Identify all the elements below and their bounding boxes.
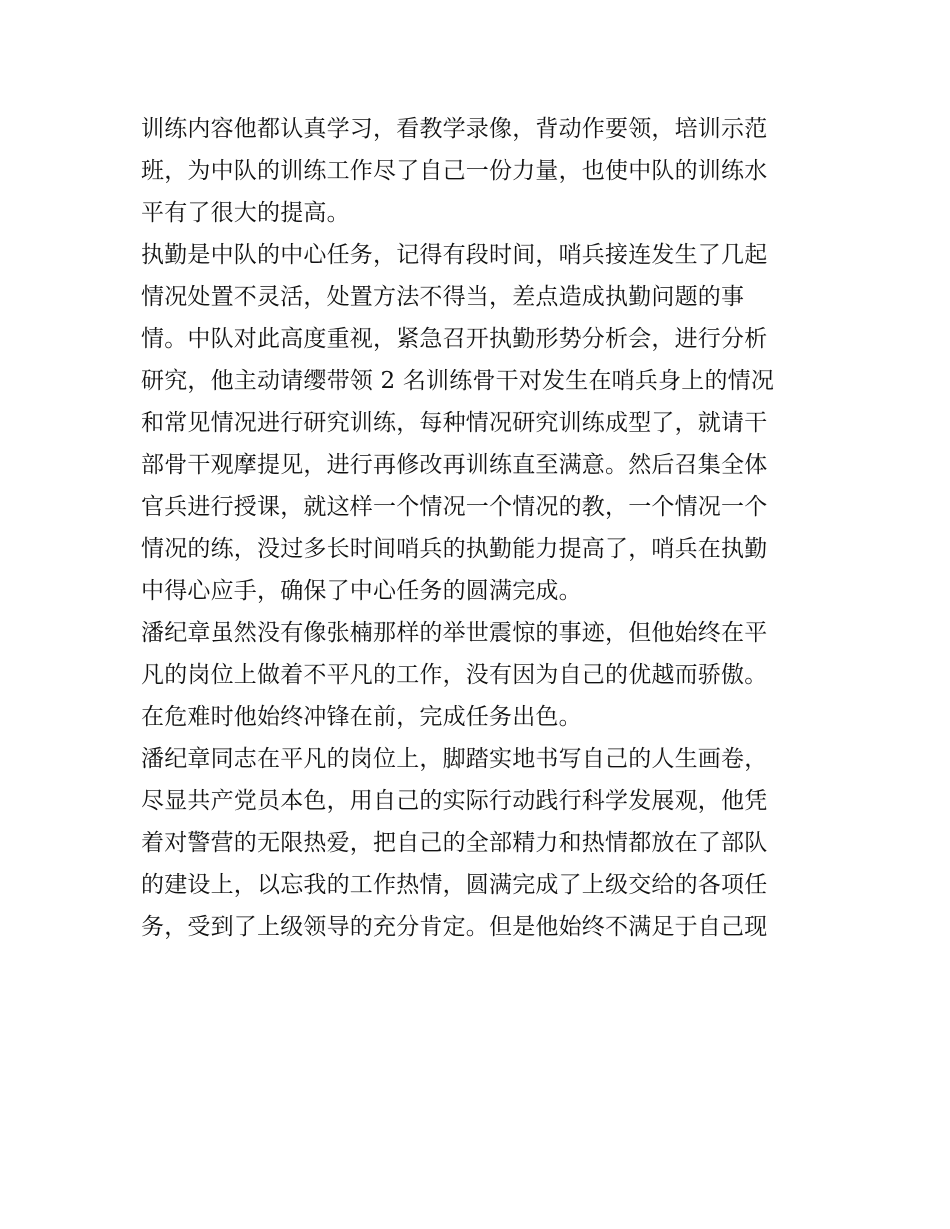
paragraph-summary: 潘纪章同志在平凡的岗位上，脚踏实地书写自己的人生画卷， 尽显共产党员本色，用自己的实际行动践行科学发展观，他凭 着对警营的无限热爱，把自己的全部精力和热情都放在了部队 的建设上，以忘我的工作热情，圆满完成了上级交给的各项任 务，受到了上级领导的充分肯定。但是他始终不满足于自己现	[141, 746, 768, 940]
paragraph-duty: 执勤是中队的中心任务，记得有段时间，哨兵接连发生了几起 情况处置不灵活，处置方法不得当，差点造成执勤问题的事 情。中队对此高度重视，紧急召开执勤形势分析会，进行分析 研究，他主动请缨带领 2 名训练骨干对发生在哨兵身上的情况 和常见情况进行研究训练，每种情况研究训练成型了，就请干 部骨干观摩提见，进行再修改再训练直至满意。然后召集全体 官兵进行授课，就这样一个情况一个情况的教，一个情况一个 情况的练，没过多长时间哨兵的执勤能力提高了，哨兵在执勤 中得心应手，确保了中心任务的圆满完成。	[141, 242, 775, 604]
paragraph-character: 潘纪章虽然没有像张楠那样的举世震惊的事迹，但他始终在平 凡的岗位上做着不平凡的工作，没有因为自己的优越而骄傲。 在危难时他始终冲锋在前，完成任务出色。	[141, 620, 768, 730]
document-body	[141, 108, 816, 948]
paragraph-training: 训练内容他都认真学习，看教学录像，背动作要领，培训示范 班，为中队的训练工作尽了自己一份力量，也使中队的训练水 平有了很大的提高。	[141, 116, 768, 226]
